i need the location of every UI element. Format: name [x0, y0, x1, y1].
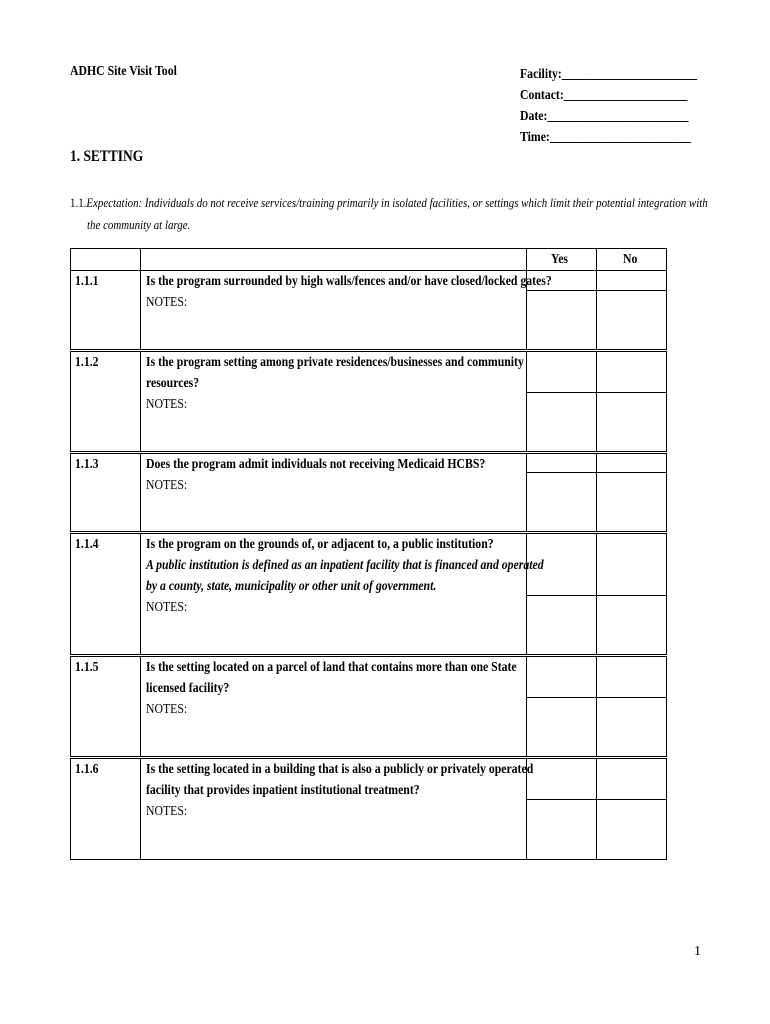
- table-row: [71, 271, 667, 291]
- yes-checkbox[interactable]: [527, 351, 597, 393]
- institution-definition: A public institution is defined as an inpatient facility that is financed and operated: [146, 558, 544, 573]
- notes-label: NOTES:: [146, 478, 188, 493]
- yes-checkbox[interactable]: [527, 656, 597, 698]
- notes-label: NOTES:: [146, 295, 188, 310]
- no-notes-cell[interactable]: [597, 393, 667, 453]
- no-checkbox[interactable]: [597, 453, 667, 473]
- item-id: 1.1.5: [71, 656, 141, 758]
- header-blank-id: [71, 249, 141, 271]
- table-row: [71, 758, 667, 800]
- no-checkbox[interactable]: [597, 758, 667, 800]
- no-column-header: No: [597, 249, 667, 271]
- item-id: 1.1.6: [71, 758, 141, 860]
- no-notes-cell[interactable]: [597, 473, 667, 533]
- item-id: 1.1.4: [71, 533, 141, 656]
- time-field[interactable]: Time:________________________: [520, 130, 691, 145]
- question-cell: Is the program on the grounds of, or adjacent to, a public institution? A public institution is defined as an inpatient facility that is financed and operated by a county, state, municipality or other unit of government. NOTES:: [141, 533, 527, 656]
- expectation-text: [70, 192, 708, 236]
- table-header-row: [71, 249, 667, 271]
- visit-info-fields: [520, 64, 731, 148]
- no-notes-cell[interactable]: [597, 800, 667, 860]
- yes-notes-cell[interactable]: [527, 596, 597, 656]
- notes-label: NOTES:: [146, 702, 188, 717]
- notes-label: NOTES:: [146, 397, 188, 412]
- table-row: [71, 533, 667, 596]
- item-id: 1.1.1: [71, 271, 141, 351]
- checklist-table: [70, 248, 667, 860]
- no-checkbox[interactable]: [597, 656, 667, 698]
- no-checkbox[interactable]: [597, 271, 667, 291]
- no-checkbox[interactable]: [597, 533, 667, 596]
- notes-label: NOTES:: [146, 804, 188, 819]
- expectation-line-1: Expectation: Individuals do not receive services/training primarily in isolated facilities, or settings which limit their potential integration with: [86, 195, 708, 210]
- no-notes-cell[interactable]: [597, 596, 667, 656]
- date-field[interactable]: Date:________________________: [520, 109, 689, 124]
- question-cell: Is the program setting among private residences/businesses and community resources? NOTES:: [141, 351, 527, 453]
- question-cell: Is the setting located on a parcel of land that contains more than one State licensed facility? NOTES:: [141, 656, 527, 758]
- yes-notes-cell[interactable]: [527, 393, 597, 453]
- item-id: 1.1.2: [71, 351, 141, 453]
- expectation-line-2: the community at large.: [87, 217, 191, 232]
- facility-field[interactable]: Facility:_______________________: [520, 67, 698, 82]
- page-number: 1: [694, 944, 701, 959]
- expectation-prefix: 1.1.: [70, 195, 87, 210]
- yes-checkbox[interactable]: [527, 758, 597, 800]
- yes-notes-cell[interactable]: [527, 473, 597, 533]
- header-blank-question: [141, 249, 527, 271]
- document-title: ADHC Site Visit Tool: [70, 64, 177, 79]
- question-cell: Is the program surrounded by high walls/fences and/or have closed/locked gates? NOTES:: [141, 271, 527, 351]
- item-id: 1.1.3: [71, 453, 141, 533]
- section-heading: 1. SETTING: [70, 148, 144, 165]
- no-checkbox[interactable]: [597, 351, 667, 393]
- yes-column-header: Yes: [527, 249, 597, 271]
- table-row: [71, 453, 667, 473]
- yes-notes-cell[interactable]: [527, 800, 597, 860]
- contact-field[interactable]: Contact:_____________________: [520, 88, 688, 103]
- table-row: [71, 351, 667, 393]
- table-row: [71, 656, 667, 698]
- yes-checkbox[interactable]: [527, 453, 597, 473]
- no-notes-cell[interactable]: [597, 698, 667, 758]
- yes-notes-cell[interactable]: [527, 291, 597, 351]
- notes-label: NOTES:: [146, 600, 188, 615]
- no-notes-cell[interactable]: [597, 291, 667, 351]
- yes-notes-cell[interactable]: [527, 698, 597, 758]
- question-cell: Is the setting located in a building that is also a publicly or privately operated facility that provides inpatient institutional treatment? NOTES:: [141, 758, 527, 860]
- question-cell: Does the program admit individuals not receiving Medicaid HCBS? NOTES:: [141, 453, 527, 533]
